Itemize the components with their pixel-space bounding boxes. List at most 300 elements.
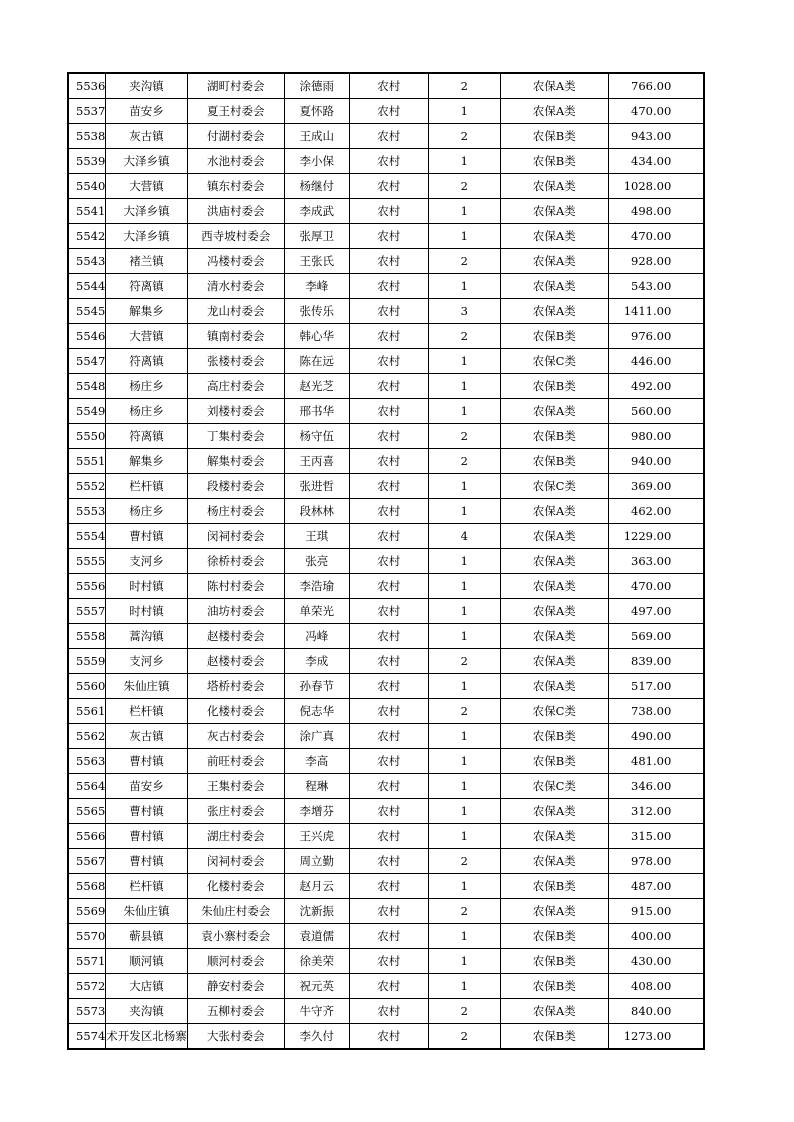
area-type-cell: 农村	[349, 99, 428, 124]
household-count-cell: 2	[428, 899, 500, 924]
row-id-cell: 5556	[68, 574, 106, 599]
household-count-cell: 2	[428, 249, 500, 274]
row-id-cell: 5544	[68, 274, 106, 299]
household-count-cell: 1	[428, 949, 500, 974]
town-cell: 栏杆镇	[106, 874, 188, 899]
name-cell: 杨守伍	[284, 424, 349, 449]
household-count-cell: 1	[428, 374, 500, 399]
town-cell: 大营镇	[106, 324, 188, 349]
table-row	[68, 849, 704, 874]
amount-cell: 446.00	[608, 349, 704, 374]
row-id-cell: 5547	[68, 349, 106, 374]
table-row	[68, 974, 704, 999]
village-cell: 高庄村委会	[187, 374, 284, 399]
household-count-cell: 2	[428, 699, 500, 724]
household-count-cell: 2	[428, 999, 500, 1024]
insurance-category-cell: 农保A类	[500, 174, 608, 199]
insurance-category-cell: 农保A类	[500, 624, 608, 649]
village-cell: 湖町村委会	[187, 73, 284, 99]
village-cell: 龙山村委会	[187, 299, 284, 324]
amount-cell: 569.00	[608, 624, 704, 649]
household-count-cell: 2	[428, 1024, 500, 1050]
town-cell: 时村镇	[106, 599, 188, 624]
amount-cell: 481.00	[608, 749, 704, 774]
insurance-category-cell: 农保A类	[500, 824, 608, 849]
name-cell: 沈新振	[284, 899, 349, 924]
amount-cell: 408.00	[608, 974, 704, 999]
table-row	[68, 899, 704, 924]
row-id-cell: 5565	[68, 799, 106, 824]
area-type-cell: 农村	[349, 599, 428, 624]
row-id-cell: 5540	[68, 174, 106, 199]
row-id-cell: 5538	[68, 124, 106, 149]
village-cell: 刘楼村委会	[187, 399, 284, 424]
amount-cell: 434.00	[608, 149, 704, 174]
insurance-category-cell: 农保B类	[500, 949, 608, 974]
table-row	[68, 174, 704, 199]
town-cell: 灰古镇	[106, 724, 188, 749]
name-cell: 张厚卫	[284, 224, 349, 249]
town-cell: 蒿沟镇	[106, 624, 188, 649]
village-cell: 张庄村委会	[187, 799, 284, 824]
area-type-cell: 农村	[349, 724, 428, 749]
village-cell: 夏王村委会	[187, 99, 284, 124]
table-row	[68, 724, 704, 749]
insurance-category-cell: 农保B类	[500, 449, 608, 474]
area-type-cell: 农村	[349, 649, 428, 674]
village-cell: 张楼村委会	[187, 349, 284, 374]
household-count-cell: 1	[428, 499, 500, 524]
insurance-category-cell: 农保B类	[500, 424, 608, 449]
amount-cell: 766.00	[608, 73, 704, 99]
town-cell: 灰古镇	[106, 124, 188, 149]
table-row	[68, 349, 704, 374]
row-id-cell: 5564	[68, 774, 106, 799]
area-type-cell: 农村	[349, 699, 428, 724]
insurance-category-cell: 农保A类	[500, 299, 608, 324]
area-type-cell: 农村	[349, 849, 428, 874]
village-cell: 灰古村委会	[187, 724, 284, 749]
amount-cell: 400.00	[608, 924, 704, 949]
village-cell: 静安村委会	[187, 974, 284, 999]
name-cell: 孙春节	[284, 674, 349, 699]
household-count-cell: 1	[428, 624, 500, 649]
row-id-cell: 5572	[68, 974, 106, 999]
town-cell: 术开发区北杨寨	[106, 1024, 188, 1050]
village-cell: 段楼村委会	[187, 474, 284, 499]
name-cell: 段林林	[284, 499, 349, 524]
household-count-cell: 1	[428, 149, 500, 174]
household-count-cell: 2	[428, 324, 500, 349]
amount-cell: 492.00	[608, 374, 704, 399]
row-id-cell: 5542	[68, 224, 106, 249]
table-row	[68, 524, 704, 549]
name-cell: 李小保	[284, 149, 349, 174]
table-row	[68, 424, 704, 449]
amount-cell: 980.00	[608, 424, 704, 449]
table-row	[68, 399, 704, 424]
insurance-category-cell: 农保C类	[500, 699, 608, 724]
amount-cell: 928.00	[608, 249, 704, 274]
row-id-cell: 5569	[68, 899, 106, 924]
insurance-category-cell: 农保B类	[500, 874, 608, 899]
row-id-cell: 5553	[68, 499, 106, 524]
household-count-cell: 1	[428, 824, 500, 849]
amount-cell: 543.00	[608, 274, 704, 299]
village-cell: 镇南村委会	[187, 324, 284, 349]
area-type-cell: 农村	[349, 274, 428, 299]
area-type-cell: 农村	[349, 349, 428, 374]
insurance-category-cell: 农保A类	[500, 674, 608, 699]
amount-cell: 470.00	[608, 574, 704, 599]
insurance-category-cell: 农保B类	[500, 749, 608, 774]
village-cell: 徐桥村委会	[187, 549, 284, 574]
name-cell: 王琪	[284, 524, 349, 549]
table-row	[68, 324, 704, 349]
area-type-cell: 农村	[349, 949, 428, 974]
town-cell: 支河乡	[106, 549, 188, 574]
row-id-cell: 5548	[68, 374, 106, 399]
insurance-category-cell: 农保C类	[500, 349, 608, 374]
table-row	[68, 674, 704, 699]
household-count-cell: 1	[428, 724, 500, 749]
area-type-cell: 农村	[349, 674, 428, 699]
amount-cell: 498.00	[608, 199, 704, 224]
name-cell: 张亮	[284, 549, 349, 574]
village-cell: 化楼村委会	[187, 874, 284, 899]
village-cell: 冯楼村委会	[187, 249, 284, 274]
household-count-cell: 1	[428, 474, 500, 499]
table-row	[68, 199, 704, 224]
insurance-category-cell: 农保C类	[500, 474, 608, 499]
household-count-cell: 2	[428, 73, 500, 99]
insurance-category-cell: 农保A类	[500, 274, 608, 299]
name-cell: 王丙喜	[284, 449, 349, 474]
area-type-cell: 农村	[349, 924, 428, 949]
name-cell: 冯峰	[284, 624, 349, 649]
table-row	[68, 249, 704, 274]
amount-cell: 1229.00	[608, 524, 704, 549]
row-id-cell: 5543	[68, 249, 106, 274]
area-type-cell: 农村	[349, 149, 428, 174]
insurance-category-cell: 农保A类	[500, 649, 608, 674]
household-count-cell: 1	[428, 274, 500, 299]
row-id-cell: 5554	[68, 524, 106, 549]
village-cell: 顺河村委会	[187, 949, 284, 974]
table-row	[68, 274, 704, 299]
row-id-cell: 5559	[68, 649, 106, 674]
amount-cell: 369.00	[608, 474, 704, 499]
row-id-cell: 5558	[68, 624, 106, 649]
household-count-cell: 1	[428, 224, 500, 249]
area-type-cell: 农村	[349, 749, 428, 774]
area-type-cell: 农村	[349, 999, 428, 1024]
table-row	[68, 599, 704, 624]
area-type-cell: 农村	[349, 424, 428, 449]
area-type-cell: 农村	[349, 824, 428, 849]
amount-cell: 978.00	[608, 849, 704, 874]
village-cell: 陈村村委会	[187, 574, 284, 599]
household-count-cell: 1	[428, 199, 500, 224]
household-count-cell: 2	[428, 849, 500, 874]
table-row	[68, 699, 704, 724]
area-type-cell: 农村	[349, 199, 428, 224]
row-id-cell: 5568	[68, 874, 106, 899]
insurance-category-cell: 农保A类	[500, 73, 608, 99]
amount-cell: 560.00	[608, 399, 704, 424]
row-id-cell: 5537	[68, 99, 106, 124]
table-row	[68, 224, 704, 249]
village-cell: 赵楼村委会	[187, 649, 284, 674]
household-count-cell: 1	[428, 774, 500, 799]
amount-cell: 517.00	[608, 674, 704, 699]
row-id-cell: 5552	[68, 474, 106, 499]
village-cell: 西寺坡村委会	[187, 224, 284, 249]
row-id-cell: 5557	[68, 599, 106, 624]
town-cell: 大泽乡镇	[106, 149, 188, 174]
town-cell: 支河乡	[106, 649, 188, 674]
table-body	[68, 73, 704, 1049]
table-row	[68, 449, 704, 474]
name-cell: 王张氏	[284, 249, 349, 274]
insurance-category-cell: 农保C类	[500, 774, 608, 799]
town-cell: 曹村镇	[106, 849, 188, 874]
name-cell: 李高	[284, 749, 349, 774]
village-cell: 赵楼村委会	[187, 624, 284, 649]
area-type-cell: 农村	[349, 224, 428, 249]
table-row	[68, 624, 704, 649]
name-cell: 涂广真	[284, 724, 349, 749]
table-row	[68, 874, 704, 899]
insurance-category-cell: 农保A类	[500, 499, 608, 524]
amount-cell: 915.00	[608, 899, 704, 924]
town-cell: 栏杆镇	[106, 699, 188, 724]
household-count-cell: 2	[428, 174, 500, 199]
table-row	[68, 1024, 704, 1050]
household-count-cell: 1	[428, 799, 500, 824]
name-cell: 张进哲	[284, 474, 349, 499]
insurance-category-cell: 农保A类	[500, 249, 608, 274]
insurance-category-cell: 农保B类	[500, 1024, 608, 1050]
amount-cell: 430.00	[608, 949, 704, 974]
town-cell: 符离镇	[106, 349, 188, 374]
row-id-cell: 5567	[68, 849, 106, 874]
amount-cell: 312.00	[608, 799, 704, 824]
household-count-cell: 2	[428, 424, 500, 449]
insurance-category-cell: 农保A类	[500, 849, 608, 874]
area-type-cell: 农村	[349, 299, 428, 324]
household-count-cell: 2	[428, 449, 500, 474]
insurance-category-cell: 农保A类	[500, 599, 608, 624]
amount-cell: 976.00	[608, 324, 704, 349]
amount-cell: 738.00	[608, 699, 704, 724]
allowance-table	[67, 72, 705, 1050]
town-cell: 曹村镇	[106, 749, 188, 774]
area-type-cell: 农村	[349, 174, 428, 199]
household-count-cell: 1	[428, 399, 500, 424]
name-cell: 周立勤	[284, 849, 349, 874]
village-cell: 化楼村委会	[187, 699, 284, 724]
village-cell: 朱仙庄村委会	[187, 899, 284, 924]
name-cell: 徐美荣	[284, 949, 349, 974]
village-cell: 王集村委会	[187, 774, 284, 799]
town-cell: 符离镇	[106, 274, 188, 299]
name-cell: 李浩瑜	[284, 574, 349, 599]
row-id-cell: 5561	[68, 699, 106, 724]
household-count-cell: 2	[428, 124, 500, 149]
name-cell: 单荣光	[284, 599, 349, 624]
town-cell: 时村镇	[106, 574, 188, 599]
name-cell: 李成	[284, 649, 349, 674]
name-cell: 牛守齐	[284, 999, 349, 1024]
row-id-cell: 5536	[68, 73, 106, 99]
village-cell: 袁小寨村委会	[187, 924, 284, 949]
name-cell: 李峰	[284, 274, 349, 299]
town-cell: 符离镇	[106, 424, 188, 449]
insurance-category-cell: 农保B类	[500, 924, 608, 949]
row-id-cell: 5562	[68, 724, 106, 749]
amount-cell: 497.00	[608, 599, 704, 624]
town-cell: 大泽乡镇	[106, 199, 188, 224]
area-type-cell: 农村	[349, 249, 428, 274]
row-id-cell: 5541	[68, 199, 106, 224]
town-cell: 苗安乡	[106, 774, 188, 799]
area-type-cell: 农村	[349, 374, 428, 399]
row-id-cell: 5563	[68, 749, 106, 774]
table-row	[68, 124, 704, 149]
household-count-cell: 1	[428, 749, 500, 774]
table-row	[68, 73, 704, 99]
village-cell: 清水村委会	[187, 274, 284, 299]
insurance-category-cell: 农保B类	[500, 149, 608, 174]
name-cell: 邢书华	[284, 399, 349, 424]
town-cell: 顺河镇	[106, 949, 188, 974]
amount-cell: 840.00	[608, 999, 704, 1024]
area-type-cell: 农村	[349, 399, 428, 424]
area-type-cell: 农村	[349, 799, 428, 824]
area-type-cell: 农村	[349, 974, 428, 999]
amount-cell: 470.00	[608, 224, 704, 249]
village-cell: 五柳村委会	[187, 999, 284, 1024]
town-cell: 大店镇	[106, 974, 188, 999]
area-type-cell: 农村	[349, 499, 428, 524]
table-row	[68, 799, 704, 824]
name-cell: 夏怀路	[284, 99, 349, 124]
town-cell: 苗安乡	[106, 99, 188, 124]
name-cell: 涂德雨	[284, 73, 349, 99]
amount-cell: 940.00	[608, 449, 704, 474]
insurance-category-cell: 农保A类	[500, 524, 608, 549]
area-type-cell: 农村	[349, 73, 428, 99]
town-cell: 杨庄乡	[106, 399, 188, 424]
row-id-cell: 5539	[68, 149, 106, 174]
name-cell: 程琳	[284, 774, 349, 799]
name-cell: 赵月云	[284, 874, 349, 899]
row-id-cell: 5555	[68, 549, 106, 574]
village-cell: 塔桥村委会	[187, 674, 284, 699]
row-id-cell: 5570	[68, 924, 106, 949]
village-cell: 付湖村委会	[187, 124, 284, 149]
town-cell: 夹沟镇	[106, 73, 188, 99]
table-row	[68, 549, 704, 574]
amount-cell: 462.00	[608, 499, 704, 524]
town-cell: 朱仙庄镇	[106, 674, 188, 699]
insurance-category-cell: 农保B类	[500, 124, 608, 149]
name-cell: 杨继付	[284, 174, 349, 199]
insurance-category-cell: 农保A类	[500, 199, 608, 224]
area-type-cell: 农村	[349, 899, 428, 924]
town-cell: 杨庄乡	[106, 374, 188, 399]
household-count-cell: 1	[428, 924, 500, 949]
area-type-cell: 农村	[349, 1024, 428, 1050]
household-count-cell: 2	[428, 649, 500, 674]
name-cell: 张传乐	[284, 299, 349, 324]
town-cell: 解集乡	[106, 299, 188, 324]
table-row	[68, 299, 704, 324]
insurance-category-cell: 农保A类	[500, 574, 608, 599]
insurance-category-cell: 农保A类	[500, 99, 608, 124]
table-row	[68, 149, 704, 174]
table-row	[68, 949, 704, 974]
amount-cell: 1273.00	[608, 1024, 704, 1050]
row-id-cell: 5571	[68, 949, 106, 974]
area-type-cell: 农村	[349, 874, 428, 899]
row-id-cell: 5573	[68, 999, 106, 1024]
name-cell: 王成山	[284, 124, 349, 149]
table-row	[68, 474, 704, 499]
insurance-category-cell: 农保B类	[500, 724, 608, 749]
insurance-category-cell: 农保A类	[500, 899, 608, 924]
town-cell: 曹村镇	[106, 524, 188, 549]
area-type-cell: 农村	[349, 549, 428, 574]
town-cell: 蕲县镇	[106, 924, 188, 949]
amount-cell: 943.00	[608, 124, 704, 149]
village-cell: 闵祠村委会	[187, 849, 284, 874]
village-cell: 大张村委会	[187, 1024, 284, 1050]
table-row	[68, 924, 704, 949]
household-count-cell: 1	[428, 574, 500, 599]
village-cell: 水池村委会	[187, 149, 284, 174]
row-id-cell: 5560	[68, 674, 106, 699]
area-type-cell: 农村	[349, 774, 428, 799]
amount-cell: 470.00	[608, 99, 704, 124]
insurance-category-cell: 农保A类	[500, 224, 608, 249]
insurance-category-cell: 农保B类	[500, 374, 608, 399]
town-cell: 朱仙庄镇	[106, 899, 188, 924]
household-count-cell: 1	[428, 599, 500, 624]
table-row	[68, 499, 704, 524]
amount-cell: 363.00	[608, 549, 704, 574]
table-row	[68, 99, 704, 124]
insurance-category-cell: 农保B类	[500, 324, 608, 349]
name-cell: 王兴虎	[284, 824, 349, 849]
name-cell: 倪志华	[284, 699, 349, 724]
amount-cell: 315.00	[608, 824, 704, 849]
name-cell: 袁道儒	[284, 924, 349, 949]
amount-cell: 839.00	[608, 649, 704, 674]
table-row	[68, 999, 704, 1024]
name-cell: 陈在远	[284, 349, 349, 374]
town-cell: 夹沟镇	[106, 999, 188, 1024]
name-cell: 李成武	[284, 199, 349, 224]
village-cell: 镇东村委会	[187, 174, 284, 199]
amount-cell: 490.00	[608, 724, 704, 749]
village-cell: 油坊村委会	[187, 599, 284, 624]
household-count-cell: 1	[428, 974, 500, 999]
name-cell: 韩心华	[284, 324, 349, 349]
town-cell: 杨庄乡	[106, 499, 188, 524]
area-type-cell: 农村	[349, 474, 428, 499]
